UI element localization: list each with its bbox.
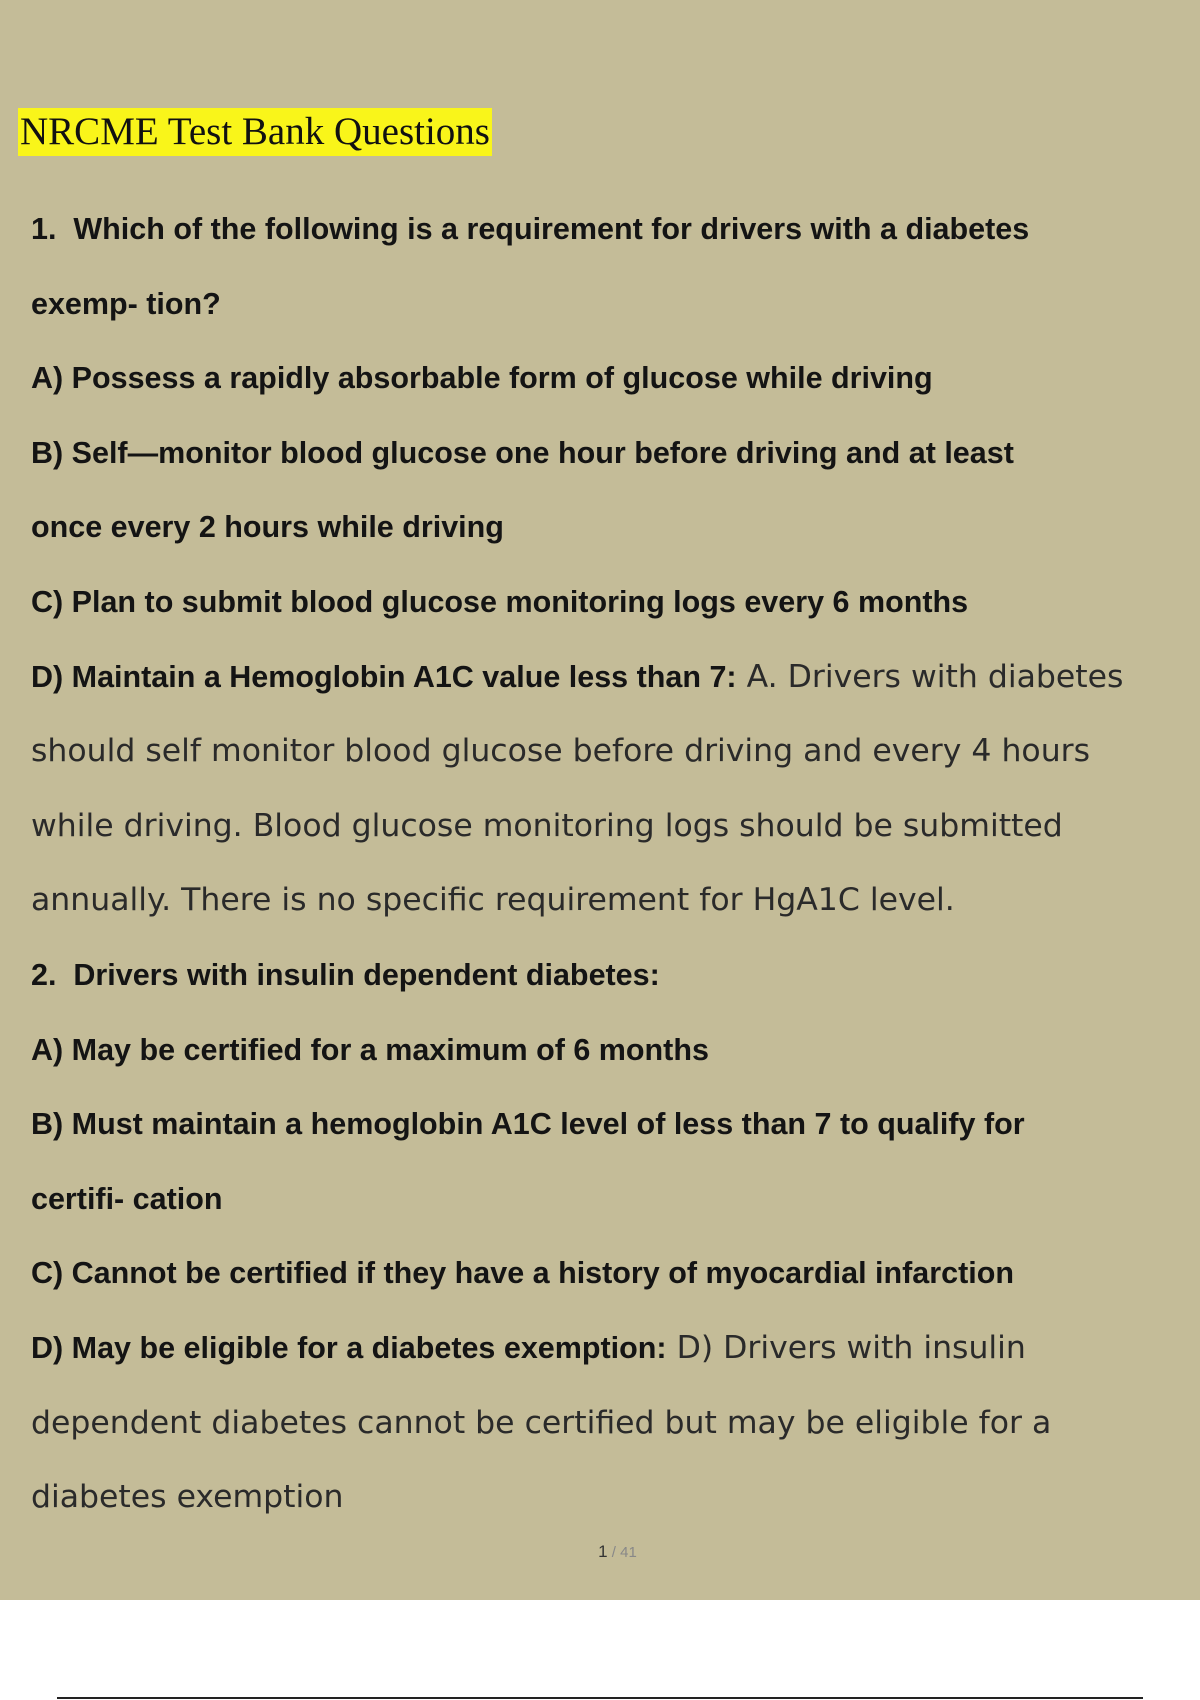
question-text: once every 2 hours while driving xyxy=(31,510,504,545)
text-line xyxy=(31,1087,1191,1162)
question-text: exemp- tion? xyxy=(31,286,221,321)
text-line xyxy=(31,640,1191,715)
answer-explanation: while driving. Blood glucose monitoring logs should be submitted xyxy=(31,807,1063,844)
question-number: 2. xyxy=(31,957,57,992)
answer-explanation: A. Drivers with diabetes xyxy=(736,658,1124,695)
question-text: C) Plan to submit blood glucose monitoring logs every 6 months xyxy=(31,584,969,619)
text-line xyxy=(31,1236,1191,1311)
text-line xyxy=(31,1386,1191,1461)
question-content xyxy=(31,192,1191,1535)
total-pages: / 41 xyxy=(607,1544,637,1561)
question-text: D) Maintain a Hemoglobin A1C value less than 7: xyxy=(31,659,737,694)
text-line xyxy=(31,341,1191,416)
text-line xyxy=(31,863,1191,938)
answer-explanation: D) Drivers with insulin xyxy=(666,1329,1026,1366)
question-text: B) Self—monitor blood glucose one hour before driving and at least xyxy=(31,435,1014,470)
page-indicator xyxy=(0,1542,1200,1562)
text-line xyxy=(31,416,1191,491)
question-text: C) Cannot be certified if they have a history of myocardial infarction xyxy=(31,1256,1014,1291)
question-text: D) May be eligible for a diabetes exemption: xyxy=(31,1330,667,1365)
text-line xyxy=(31,1162,1191,1237)
answer-explanation: diabetes exemption xyxy=(31,1479,344,1516)
text-line xyxy=(31,789,1191,864)
text-line xyxy=(31,714,1191,789)
document-title: NRCME Test Bank Questions xyxy=(18,108,492,156)
answer-explanation: dependent diabetes cannot be certified but may be eligible for a xyxy=(31,1404,1052,1441)
text-line xyxy=(31,1460,1191,1535)
question-text: Which of the following is a requirement for drivers with a diabetes xyxy=(56,212,1030,246)
text-line xyxy=(31,938,1191,1013)
text-line xyxy=(31,565,1191,640)
question-text: certifi- cation xyxy=(31,1181,223,1216)
question-text: A) May be certified for a maximum of 6 months xyxy=(31,1032,709,1067)
text-line xyxy=(31,192,1191,267)
answer-explanation: annually. There is no specific requirement for HgA1C level. xyxy=(31,882,955,919)
question-number: 1. xyxy=(31,212,57,246)
answer-explanation: should self monitor blood glucose before driving and every 4 hours xyxy=(31,733,1091,770)
text-line xyxy=(31,1013,1191,1088)
text-line xyxy=(31,1311,1191,1386)
question-text: Drivers with insulin dependent diabetes: xyxy=(56,957,660,992)
question-text: A) Possess a rapidly absorbable form of glucose while driving xyxy=(31,361,933,396)
question-text: B) Must maintain a hemoglobin A1C level of less than 7 to qualify for xyxy=(31,1107,1025,1142)
text-line xyxy=(31,267,1191,342)
text-line xyxy=(31,490,1191,565)
current-page: 1 xyxy=(598,1542,608,1561)
footer-divider xyxy=(57,1697,1143,1699)
